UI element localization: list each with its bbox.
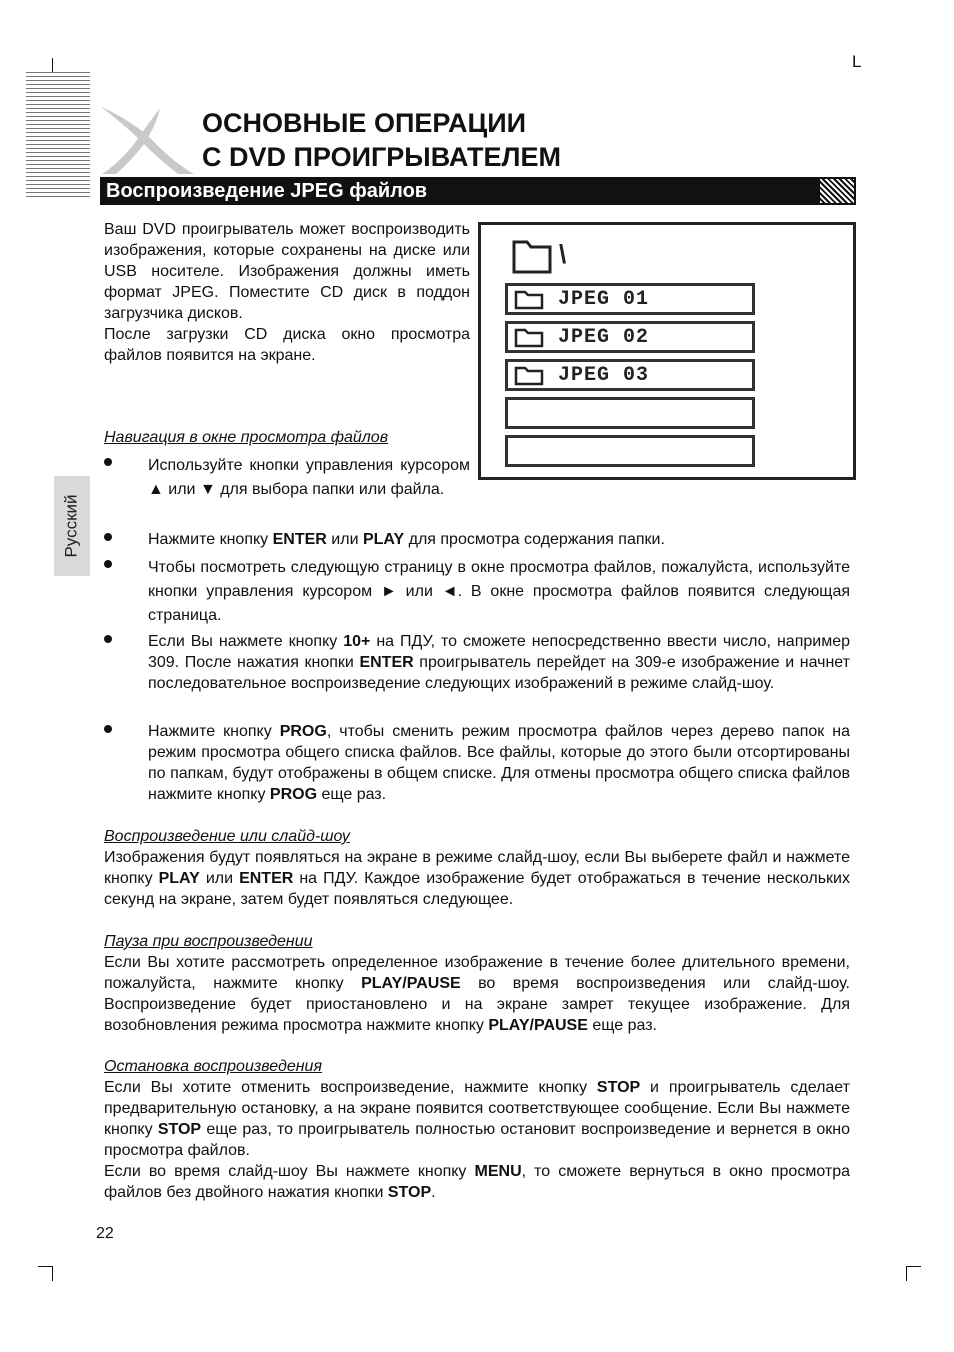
language-side-tab <box>54 476 90 576</box>
key-prog: PROG <box>279 723 327 740</box>
nav-bullet-2-text: или <box>326 531 363 548</box>
key-menu: MENU <box>474 1163 522 1180</box>
folder-icon <box>514 328 544 348</box>
folder-icon <box>514 290 544 310</box>
intro-paragraph <box>104 219 470 366</box>
key-play: PLAY <box>362 531 405 548</box>
page-title <box>202 106 561 174</box>
bullet-icon <box>104 560 112 568</box>
stop-text: Если Вы хотите отменить воспроизведение, нажмите кнопку <box>104 1079 597 1096</box>
stop-text: . <box>431 1184 436 1201</box>
nav-bullet-2-text: Нажмите кнопку <box>148 531 273 548</box>
bullet-icon <box>104 635 112 643</box>
page-title-line-1: ОСНОВНЫЕ ОПЕРАЦИИ <box>202 108 527 138</box>
nav-bullet-2-text: для просмотра содержания папки. <box>404 531 665 548</box>
folder-label: JPEG 01 <box>558 288 650 311</box>
nav-bullet-4-text: проигрыватель перейдет на 309-е изображение и начнет последовательное воспроизведение следующих изображений в режиме слайд-шоу. <box>148 654 851 692</box>
root-path-label: \ <box>559 239 567 269</box>
bullet-icon <box>104 725 112 733</box>
file-browser-screen <box>478 222 856 480</box>
nav-bullet-2 <box>148 529 850 550</box>
pause-paragraph <box>104 952 850 1036</box>
root-folder-icon <box>511 239 553 275</box>
stop-heading: Остановка воспроизведения <box>104 1058 322 1075</box>
section-bar-pattern <box>820 179 854 203</box>
crop-mark-bottom-right <box>906 1266 921 1281</box>
navigation-heading: Навигация в окне просмотра файлов <box>104 429 389 446</box>
folder-icon <box>514 366 544 386</box>
slideshow-text: на ПДУ. Каждое изображение будет отображаться в течение нескольких секунд на экране, затем будет появляться следующее. <box>104 870 850 908</box>
crop-mark-top-left <box>38 58 53 73</box>
folder-label: JPEG 03 <box>558 364 650 387</box>
nav-bullet-5-text: Нажмите кнопку <box>148 723 280 740</box>
key-stop: STOP <box>157 1121 202 1138</box>
nav-bullet-3: Чтобы посмотреть следующую страницу в окне просмотра файлов, пожалуйста, используйте кнопки управления курсором ► или ◄. В окне просмотра файлов появится следующая страница. <box>148 559 850 624</box>
folder-row[interactable] <box>505 283 755 315</box>
stop-text: Если во время слайд-шоу Вы нажмете кнопку <box>104 1163 475 1180</box>
page-title-line-2: С DVD ПРОИГРЫВАТЕЛЕМ <box>202 142 561 172</box>
key-10plus: 10+ <box>343 633 371 650</box>
decorative-stripes <box>26 72 90 200</box>
stop-text: , то сможете вернуться в окно просмотра файлов без двойного нажатия кнопки <box>104 1163 850 1201</box>
language-side-tab-label: Русский <box>62 494 82 558</box>
slideshow-text: или <box>199 870 240 887</box>
key-enter: ENTER <box>359 654 414 671</box>
section-header-bar <box>100 177 856 205</box>
pause-text: Если Вы хотите рассмотреть определенное изображение в течение более длительного времени, пожалуйста, нажмите кнопку <box>104 954 850 992</box>
folder-row[interactable] <box>505 321 755 353</box>
key-enter: ENTER <box>272 531 327 548</box>
stop-paragraph-2 <box>104 1161 850 1203</box>
bullet-icon <box>104 458 112 466</box>
key-stop: STOP <box>387 1184 432 1201</box>
empty-row <box>505 397 755 429</box>
crop-mark-bottom-left <box>38 1266 53 1281</box>
corner-letter: L <box>852 52 862 71</box>
slideshow-text: Изображения будут появляться на экране в режиме слайд-шоу, если Вы выберете файл и нажмете кнопку <box>104 849 850 887</box>
stop-text: и проигрыватель сделает предварительную остановку, а на экране появится соответствующее сообщение. Если Вы нажмете кнопку <box>104 1079 850 1138</box>
section-title: Воспроизведение JPEG файлов <box>106 180 428 202</box>
nav-bullet-5-text: , чтобы сменить режим просмотра файлов через дерево папок на режим просмотра общего списка файлов. Все файлы, которые до этого были отсортированы по папкам, будут отображены в общем списке. Для отмены просмотра общего списка файлов нажмите кнопку <box>148 723 851 803</box>
nav-bullet-4-text: Если Вы нажмете кнопку <box>148 633 344 650</box>
nav-bullet-1: Используйте кнопки управления курсором ▲ или ▼ для выбора папки или файла. <box>148 457 470 498</box>
intro-line-1: Ваш DVD проигрыватель может воспроизводить изображения, которые сохранены на диске или USB носителе. Изображения должны иметь формат JPEG. Поместите CD диск в поддон загрузчика дисков. <box>104 221 470 322</box>
page-number: 22 <box>96 1225 114 1242</box>
key-play: PLAY <box>158 870 200 887</box>
bullet-icon <box>104 533 112 541</box>
stop-paragraph-1 <box>104 1077 850 1161</box>
nav-bullet-5-text: еще раз. <box>317 786 387 803</box>
nav-bullet-4-text: на ПДУ, то сможете непосредственно ввести число, например 309. После нажатия кнопки <box>148 633 850 671</box>
pause-heading: Пауза при воспроизведении <box>104 933 313 950</box>
stop-text: еще раз, то проигрыватель полностью остановит воспроизведение и вернется в окно просмотра файлов. <box>104 1121 850 1159</box>
stop-paragraph <box>104 1077 850 1203</box>
key-prog: PROG <box>269 786 318 803</box>
slideshow-heading: Воспроизведение или слайд-шоу <box>104 828 350 845</box>
key-play-pause: PLAY/PAUSE <box>488 1017 588 1034</box>
empty-row <box>505 435 755 467</box>
intro-line-2: После загрузки CD диска окно просмотра файлов появится на экране. <box>104 326 470 364</box>
pause-text: еще раз. <box>587 1017 657 1034</box>
folder-row[interactable] <box>505 359 755 391</box>
nav-bullet-4 <box>148 631 850 694</box>
key-stop: STOP <box>596 1079 641 1096</box>
folder-label: JPEG 02 <box>558 326 650 349</box>
nav-bullet-5 <box>148 721 850 805</box>
key-play-pause: PLAY/PAUSE <box>361 975 461 992</box>
slideshow-paragraph <box>104 847 850 910</box>
brand-x-logo-icon <box>98 104 198 176</box>
key-enter: ENTER <box>239 870 294 887</box>
pause-text: во время воспроизведения или слайд-шоу. Воспроизведение будет приостановлено и на экране замрет текущее изображение. Для возобновления режима просмотра нажмите кнопку <box>104 975 850 1034</box>
